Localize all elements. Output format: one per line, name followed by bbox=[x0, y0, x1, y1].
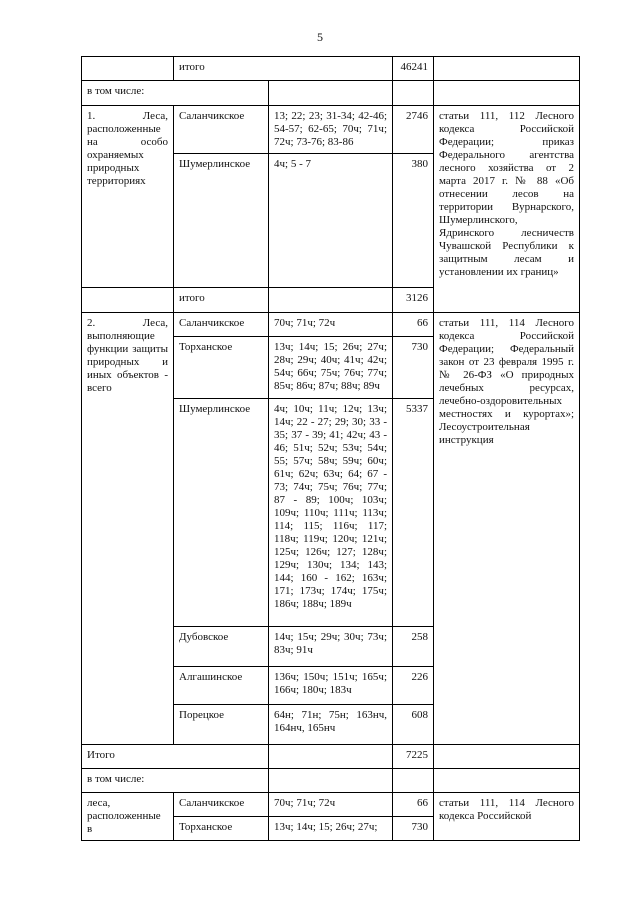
empty-cell bbox=[82, 288, 174, 313]
area-cell: 730 bbox=[393, 817, 434, 841]
table-row bbox=[82, 745, 580, 769]
forestry-name: Торханское bbox=[174, 817, 269, 841]
page-number: 5 bbox=[317, 30, 323, 44]
quarters-cell: 4ч; 10ч; 11ч; 12ч; 13ч; 14ч; 22 - 27; 29; 30; 33 - 35; 37 - 39; 41; 42ч; 43 - 46; 51ч; 52ч; 53ч; 54ч; 55; 57ч; 58ч; 59ч; 60ч; 61ч; 62ч; 63ч; 64; 67 - 73; 74ч; 75ч; 76ч; 77ч; 87 - 89; 100ч; 103ч; 109ч; 110ч; 111ч; 113ч; 114; 115; 116ч; 117; 118ч; 119ч; 120ч; 121ч; 125ч; 126ч; 127; 128ч; 129ч; 130ч; 134; 143; 144; 160 - 162; 163ч; 171; 173ч; 174ч; 175ч; 186ч; 188ч; 189ч bbox=[269, 399, 393, 627]
empty-cell bbox=[269, 769, 393, 793]
category-cell: леса, расположенные в bbox=[82, 793, 174, 841]
forestry-name: Шумерлинское bbox=[174, 399, 269, 627]
quarters-cell: 70ч; 71ч; 72ч bbox=[269, 313, 393, 337]
empty-cell bbox=[82, 57, 174, 81]
forestry-name: Шумерлинское bbox=[174, 154, 269, 288]
table-row bbox=[82, 769, 580, 793]
grand-total-value: 7225 bbox=[393, 745, 434, 769]
quarters-cell: 4ч; 5 - 7 bbox=[269, 154, 393, 288]
forestry-name: Саланчикское bbox=[174, 313, 269, 337]
including-label: в том числе: bbox=[82, 769, 269, 793]
area-cell: 730 bbox=[393, 337, 434, 399]
forestry-name: Порецкое bbox=[174, 705, 269, 745]
subtotal-label: итого bbox=[174, 288, 269, 313]
area-cell: 608 bbox=[393, 705, 434, 745]
quarters-cell: 13; 22; 23; 31-34; 42-46; 54-57; 62-65; 70ч; 71ч; 72ч; 73-76; 83-86 bbox=[269, 106, 393, 154]
area-cell: 66 bbox=[393, 793, 434, 817]
area-cell: 5337 bbox=[393, 399, 434, 627]
table-row bbox=[82, 57, 580, 81]
legal-basis-cell: статьи 111, 114 Лесного кодекса Российской Федерации; Федеральный закон от 23 февраля 1995 г. № 26-ФЗ «О природных лечебных ресурсах, лечебно-оздоровительных местностях и курортах»; Лесоустроительная инструкция bbox=[434, 313, 580, 745]
empty-cell bbox=[434, 57, 580, 81]
category-cell: 1. Леса, расположенные на особо охраняемых природных территориях bbox=[82, 106, 174, 288]
quarters-cell: 70ч; 71ч; 72ч bbox=[269, 793, 393, 817]
empty-cell bbox=[393, 769, 434, 793]
total-label: итого bbox=[174, 57, 393, 81]
quarters-cell: 64н; 71н; 75н; 163нч, 164нч, 165нч bbox=[269, 705, 393, 745]
legal-basis-cell: статьи 111, 112 Лесного кодекса Российской Федерации; приказ Федерального агентства лесного хозяйства от 2 марта 2017 г. № 88 «Об отнесении лесов на территории Вурнарского, Шумерлинского, Ядринского лесничеств Чувашской Республики к защитным лесам и установлении их границ» bbox=[434, 106, 580, 313]
empty-cell bbox=[434, 81, 580, 106]
empty-cell bbox=[434, 745, 580, 769]
forestry-name: Саланчикское bbox=[174, 106, 269, 154]
forestry-name: Саланчикское bbox=[174, 793, 269, 817]
area-cell: 380 bbox=[393, 154, 434, 288]
quarters-cell: 136ч; 150ч; 151ч; 165ч; 166ч; 180ч; 183ч bbox=[269, 667, 393, 705]
legal-basis-cell: статьи 111, 114 Лесного кодекса Российской bbox=[434, 793, 580, 841]
table-row bbox=[82, 313, 580, 337]
area-cell: 2746 bbox=[393, 106, 434, 154]
forestry-name: Дубовское bbox=[174, 627, 269, 667]
including-label: в том числе: bbox=[82, 81, 269, 106]
empty-cell bbox=[393, 81, 434, 106]
quarters-cell: 13ч; 14ч; 15; 26ч; 27ч; 28ч; 29ч; 40ч; 41ч; 42ч; 54ч; 66ч; 75ч; 76ч; 77ч; 85ч; 86ч; 87ч; 88ч; 89ч bbox=[269, 337, 393, 399]
area-cell: 226 bbox=[393, 667, 434, 705]
area-cell: 66 bbox=[393, 313, 434, 337]
quarters-cell: 14ч; 15ч; 29ч; 30ч; 73ч; 83ч; 91ч bbox=[269, 627, 393, 667]
forestry-name: Алгашинское bbox=[174, 667, 269, 705]
empty-cell bbox=[269, 81, 393, 106]
table-row bbox=[82, 106, 580, 154]
quarters-cell: 13ч; 14ч; 15; 26ч; 27ч; bbox=[269, 817, 393, 841]
forest-table bbox=[81, 56, 580, 841]
category-cell: 2. Леса, выполняющие функции защиты природных и иных объектов - всего bbox=[82, 313, 174, 745]
forestry-name: Торханское bbox=[174, 337, 269, 399]
empty-cell bbox=[269, 745, 393, 769]
area-cell: 258 bbox=[393, 627, 434, 667]
table-row bbox=[82, 81, 580, 106]
empty-cell bbox=[434, 769, 580, 793]
grand-total-label: Итого bbox=[82, 745, 269, 769]
subtotal-value: 3126 bbox=[393, 288, 434, 313]
total-value: 46241 bbox=[393, 57, 434, 81]
table-row bbox=[82, 793, 580, 817]
empty-cell bbox=[269, 288, 393, 313]
